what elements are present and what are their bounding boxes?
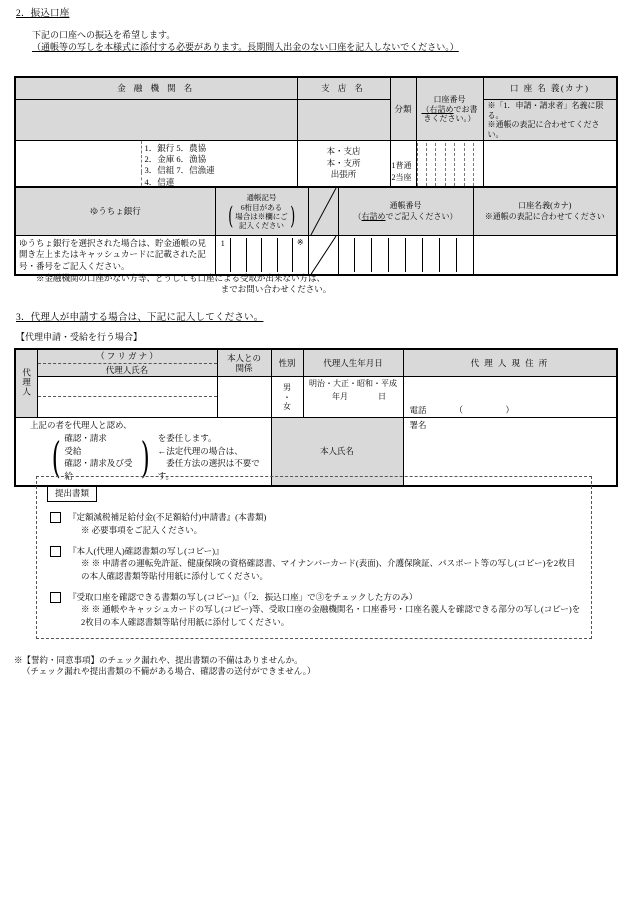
bank-table-body-row [15, 141, 617, 173]
proxy-address-header: 代 理 人 現 住 所 [403, 349, 617, 377]
section-2-lead [32, 29, 612, 53]
proxy-row-label: 代理人 [15, 349, 37, 418]
institution-option-2[interactable]: 3．信組 7．信漁連 [144, 165, 215, 176]
yucho-number-header [338, 187, 473, 236]
account-type-current[interactable]: 2当座 [390, 172, 416, 203]
section-3-heading [16, 312, 263, 325]
yucho-symbol-cell[interactable] [246, 238, 262, 272]
account-name-note-2: ※通帳の表記に合わせてください。 [487, 120, 600, 139]
delegation-choice-0[interactable]: 確認・請求 [64, 432, 107, 443]
institution-option-0[interactable]: 1．銀行 5．農協 [144, 143, 207, 154]
proxy-gender-female[interactable]: 女 [283, 401, 291, 411]
yucho-symbol-cell[interactable] [277, 238, 293, 272]
proxy-gender-options[interactable] [271, 377, 303, 418]
account-footnote [36, 273, 596, 296]
delegation-entrust: を委任します。 [157, 432, 217, 443]
yucho-number-cell[interactable] [439, 238, 456, 272]
yucho-symbol-star-cell[interactable]: ※ [292, 238, 308, 272]
header-branch: 支 店 名 [297, 77, 390, 100]
header-account-number-main: 口座番号 [433, 95, 466, 105]
yucho-number-cell[interactable] [405, 238, 422, 272]
principal-name-label: 本人氏名 [271, 418, 403, 486]
proxy-table [14, 348, 616, 487]
account-footnote-line-1: ※金融機関の口座がない方等、どうしても口座による受取が出来ない方は、 [36, 273, 326, 283]
yucho-number-header-note: （右詰めでご記入ください） [353, 211, 458, 221]
proxy-address-input[interactable] [403, 377, 617, 418]
branch-option-2[interactable]: 出張所 [330, 169, 357, 180]
yucho-symbol-header-note: ( 6桁目がある 場合は※欄にご 記入ください ) [227, 201, 296, 230]
document-item[interactable] [47, 545, 581, 582]
yucho-symbol-header [215, 187, 308, 236]
yucho-number-cells[interactable] [338, 236, 473, 276]
yucho-account-table [14, 186, 616, 276]
delegation-choice-2[interactable]: 確認・請求及び受給 [64, 458, 133, 482]
proxy-gender-header: 性別 [271, 349, 303, 377]
header-institution: 金 融 機 関 名 [15, 77, 297, 100]
document-item-note: ※ ※ 通帳やキャッシュカードの写し(コピー)等、受取口座の金融機関名・口座番号・口座名義人を確認できる部分の写し(コピー)を2枚目の本人確認書類等貼付用紙に添付してください。 [81, 604, 581, 627]
header-institution-spacer [15, 100, 297, 141]
document-item-note: ※ ※ 申請者の運転免許証、健康保険の資格確認書、マイナンバーカード(表面)、介護保険証、パスポート等の写し(コピー)を2枚目の本人確認書類等貼付用紙に添付してください。 [81, 558, 576, 581]
yucho-number-header-main: 通帳番号 [389, 201, 422, 211]
section-2-title: 2．振込口座 [16, 9, 70, 19]
yucho-slash-header [308, 187, 338, 236]
final-note-line-1: ※【誓約・同意事項】のチェック漏れや、提出書類の不備はありませんか。 [14, 655, 303, 665]
account-name-note-1: ※「1．申請・請求者」名義に限る。 [487, 101, 604, 120]
proxy-name-label: 代理人氏名 [105, 364, 149, 375]
yucho-symbol-cell[interactable] [230, 238, 246, 272]
bank-table-subheader-row [15, 100, 617, 141]
yucho-number-cell[interactable] [422, 238, 439, 272]
proxy-name-header [37, 349, 217, 377]
yucho-symbol-header-main: 通帳記号 [246, 193, 277, 203]
yucho-number-cell[interactable] [354, 238, 371, 272]
yucho-instruction: ゆうちょ銀行を選択された場合は、貯金通帳の見開き左上またはキャッシュカードに記載された記号・番号をご記入ください。 [15, 236, 215, 276]
proxy-relation-header [217, 349, 271, 377]
delegation-legal-note-1: ←法定代理の場合は、 [157, 445, 243, 456]
yucho-number-cell[interactable] [339, 238, 355, 272]
section-3-subheading: 【代理申請・受給を行う場合】 [16, 332, 143, 342]
yucho-symbol-cell[interactable] [261, 238, 277, 272]
institution-option-3[interactable]: 4．信連 [144, 176, 175, 187]
yucho-number-cell[interactable] [388, 238, 405, 272]
final-note-line-2: （チェック漏れや提出書類の不備がある場合、確認書の送付ができません。） [22, 666, 316, 677]
brace-open: ( [51, 432, 61, 482]
yucho-name-header-note: ※通帳の表記に合わせてください [484, 211, 605, 221]
header-account-number [416, 77, 483, 141]
section-3-title: 3．代理人が申請する場合は、下記に記入してください。 [16, 313, 264, 323]
proxy-name-input[interactable] [37, 377, 217, 418]
document-item-note: ※ 必要事項をご記入ください。 [81, 524, 203, 535]
header-account-name: 口 座 名 義(カナ) [483, 77, 617, 100]
delegation-legal-note-2: 委任方法の選択は不要です。 [157, 458, 260, 482]
proxy-furigana-label: （ フ リ ガ ナ ） [38, 350, 217, 364]
proxy-gender-male[interactable]: 男 [283, 383, 291, 393]
yucho-symbol-prefix: 1 [220, 239, 225, 249]
proxy-phone-row[interactable] [410, 405, 617, 416]
yucho-number-cell[interactable] [371, 238, 388, 272]
proxy-birthdate-input[interactable] [303, 377, 403, 418]
proxy-phone-label: 電話 [409, 404, 427, 415]
proxy-relation-label-2: 関係 [235, 363, 253, 374]
lead-line-2: （通帳等の写しを本様式に添付する必要があります。長期間入出金のない口座を記入しないでください。） [32, 42, 459, 53]
yucho-number-cell[interactable] [456, 238, 473, 272]
document-item-title: 『本人(代理人)確認書類の写し(コピー)』 [68, 546, 224, 557]
proxy-furigana-input[interactable] [38, 378, 217, 397]
document-item[interactable] [47, 511, 581, 536]
yucho-bank-label: ゆうちょ銀行 [15, 187, 215, 236]
document-item[interactable] [47, 591, 581, 628]
brace-close: ) [141, 432, 151, 482]
delegation-line-1: 上記の者を代理人と認め、 [30, 420, 132, 431]
proxy-gender-sep: ・ [283, 392, 291, 402]
yucho-name-header-main: 口座名義(カナ) [518, 201, 572, 211]
documents-tag: 提出書類 [47, 485, 97, 502]
document-item-body [68, 511, 266, 536]
branch-option-1[interactable]: 本・支所 [326, 157, 361, 168]
proxy-phone-field[interactable]: （ ） [454, 404, 515, 415]
header-type: 分類 [390, 77, 416, 141]
document-item-body [68, 545, 581, 582]
proxy-birthdate-header: 代理人生年月日 [303, 349, 403, 377]
checkbox-identity-document[interactable] [50, 546, 61, 557]
proxy-relation-input[interactable] [217, 377, 271, 418]
section-2-heading [16, 8, 69, 21]
yucho-slash-body [308, 236, 338, 276]
account-type-ordinary[interactable]: 1普通 [390, 141, 416, 173]
documents-tag-wrap [47, 485, 581, 502]
yucho-header-row [15, 187, 617, 236]
yucho-symbol-cells[interactable] [215, 236, 308, 276]
checkbox-application-form[interactable] [50, 512, 61, 523]
header-branch-spacer [297, 100, 390, 141]
proxy-era-options[interactable]: 明治・大正・昭和・平成 [309, 379, 397, 389]
proxy-name-field[interactable] [38, 397, 217, 417]
yucho-name-header [473, 187, 617, 236]
bank-table-header-row [15, 77, 617, 100]
header-account-number-sub: （右詰めでお書きください。） [421, 104, 478, 123]
institution-option-1[interactable]: 2．金庫 6．漁協 [144, 154, 207, 165]
branch-option-0[interactable]: 本・支店 [326, 146, 361, 157]
documents-box [36, 476, 592, 639]
checkbox-account-document[interactable] [50, 592, 61, 603]
document-item-title: 『受取口座を確認できる書類の写し(コピー)』（「2．振込口座」で③をチェックした方のみ） [68, 592, 418, 603]
proxy-body-row [15, 377, 617, 418]
yucho-name-input[interactable] [473, 236, 617, 276]
proxy-relation-label-1: 本人との [226, 352, 261, 363]
delegation-choice-1[interactable]: 受給 [64, 445, 82, 456]
account-footnote-line-2: までお問い合わせください。 [220, 284, 332, 295]
lead-line-1: 下記の口座への振込を希望します。 [32, 30, 176, 40]
final-note [14, 655, 614, 678]
document-item-body [68, 591, 581, 628]
proxy-date-units: 年月 日 [332, 392, 386, 402]
document-item-title: 『定額減税補足給付金(不足額給付)申請書』(本書類) [68, 512, 267, 523]
proxy-header-row [15, 349, 617, 377]
account-name-notes [483, 100, 617, 141]
yucho-body-row [15, 236, 617, 276]
signature-label: 署名 [409, 420, 427, 431]
